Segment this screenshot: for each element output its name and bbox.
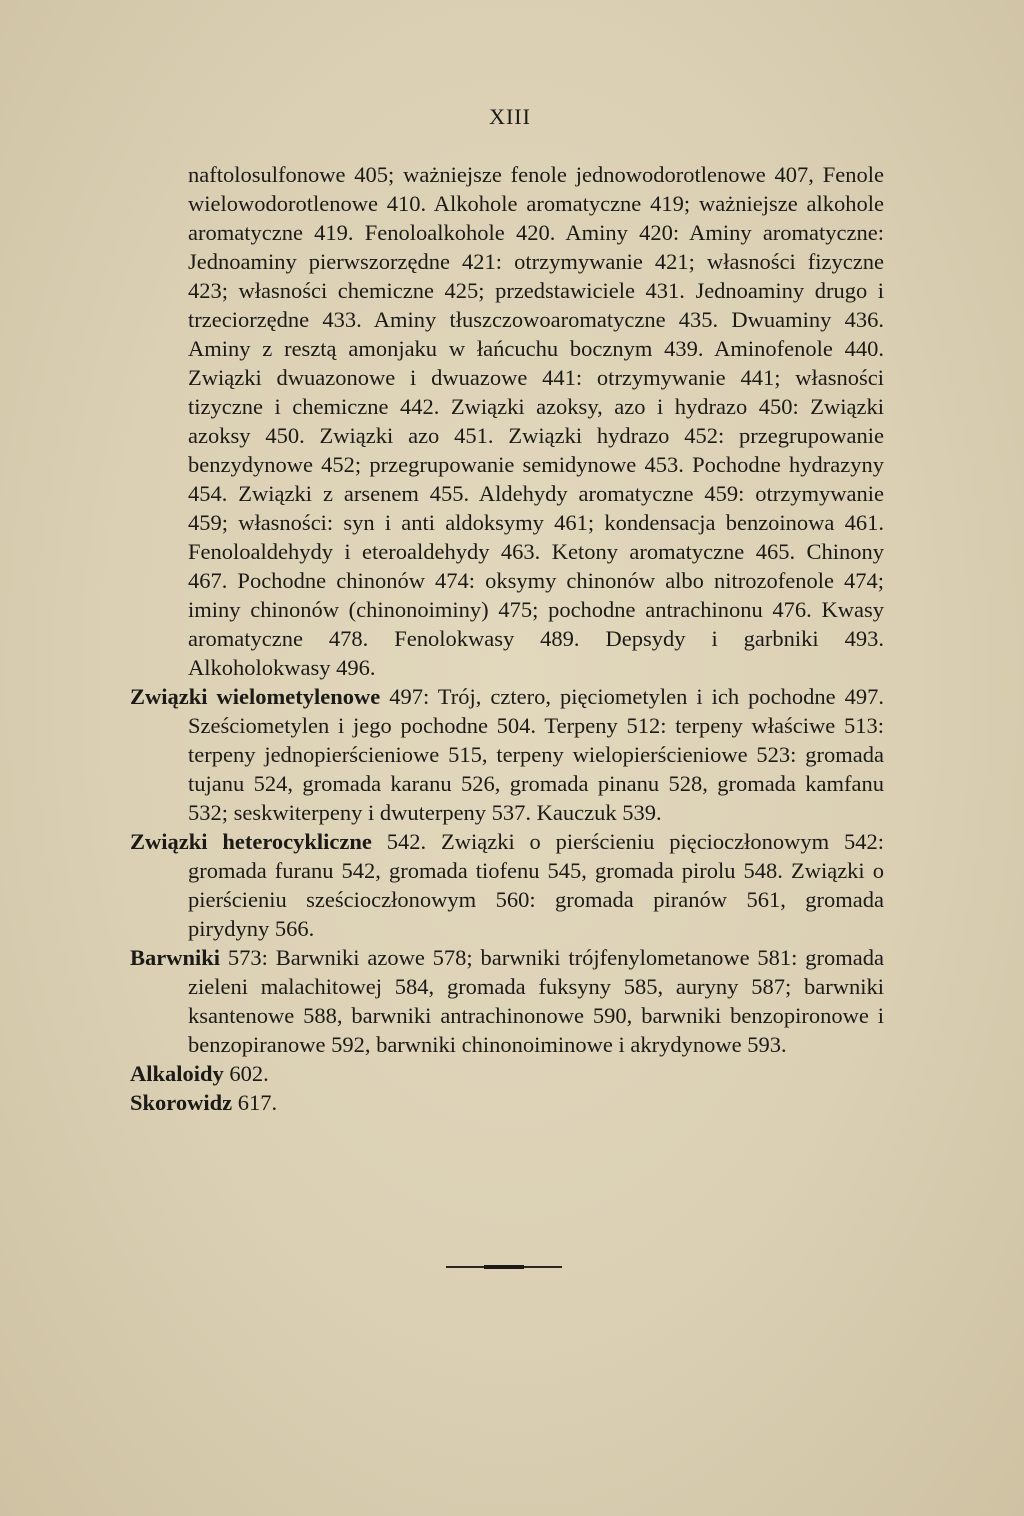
toc-entry-zwiazki-wielometylenowe: [130, 682, 884, 827]
toc-entry-text: 542. Związki o pierścieniu pięcioczłonowym 542: gromada furanu 542, gromada tiofenu 545, gromada pirolu 548. Związki o pierścieniu sześcioczłonowym 560: gromada piranów 561, gromada pirydyny 566.: [188, 829, 885, 941]
toc-entry-barwniki: [130, 943, 884, 1059]
end-rule-ornament: [484, 1265, 524, 1269]
table-of-contents: [130, 160, 884, 1117]
toc-entry-heading: Alkaloidy: [130, 1061, 224, 1086]
toc-entry-continuation: [130, 160, 884, 682]
toc-entry-heading: Związki heterocykliczne: [130, 829, 372, 854]
toc-entry-text: 497: Trój, cztero, pięciometylen i ich pochodne 497. Sześciometylen i jego pochodne 504. Terpeny 512: terpeny właściwe 513: terpeny jednopierścieniowe 515, terpeny wielopierścieniowe 523: gromada tujanu 524, gromada karanu 526, gromada pinanu 528, gromada kamfanu 532; seskwiterpeny i dwuterpeny 537. Kauczuk 539.: [188, 684, 884, 825]
toc-entry-heading: Skorowidz: [130, 1090, 233, 1115]
toc-entry-text: 573: Barwniki azowe 578; barwniki trójfenylometanowe 581: gromada zieleni malachitowej 584, gromada fuksyny 585, auryny 587; barwniki ksantenowe 588, barwniki antrachinonowe 590, barwniki benzopironowe i benzopiranowe 592, barwniki chinonoiminowe i akrydynowe 593.: [188, 945, 884, 1057]
toc-entry-heading: Związki wielometylenowe: [130, 684, 381, 709]
page-number: XIII: [489, 104, 531, 129]
toc-entry-zwiazki-heterocykliczne: [130, 827, 884, 943]
toc-entry-text: 617.: [232, 1090, 278, 1115]
toc-entry-skorowidz: [130, 1088, 884, 1117]
toc-entry-text: naftolosulfonowe 405; ważniejsze fenole jednowodorotlenowe 407, Fenole wielowodorotlenowe 410. Alkohole aromatyczne 419; ważniejsze alkohole aromatyczne 419. Fenoloalkohole 420. Aminy 420: Aminy aromatyczne: Jednoaminy pierwszorzędne 421: otrzymywanie 421; własności fizyczne 423; własności chemiczne 425; przedstawiciele 431. Jednoaminy drugo i trzeciorzędne 433. Aminy tłuszczowoaromatyczne 435. Dwuaminy 436. Aminy z resztą amonjaku w łańcuchu bocznym 439. Aminofenole 440. Związki dwuazonowe i dwuazowe 441: otrzymywanie 441; własności tizyczne i chemiczne 442. Związki azoksy, azo i hydrazo 450: Związki azoksy 450. Związki azo 451. Związki hydrazo 452: przegrupowanie benzydynowe 452; przegrupowanie semidynowe 453. Pochodne hydrazyny 454. Związki z arsenem 455. Aldehydy aromatyczne 459: otrzymywanie 459; własności: syn i anti aldoksymy 461; kondensacja benzoinowa 461. Fenoloaldehydy i eteroaldehydy 463. Ketony aromatyczne 465. Chinony 467. Pochodne chinonów 474: oksymy chinonów albo nitrozofenole 474; iminy chinonów (chinonoiminy) 475; pochodne antrachinonu 476. Kwasy aromatyczne 478. Fenolokwasy 489. Depsydy i garbniki 493. Alkoholokwasy 496.: [188, 162, 884, 680]
toc-entry-text: 602.: [223, 1061, 269, 1086]
toc-entry-alkaloidy: [130, 1059, 884, 1088]
toc-entry-heading: Barwniki: [130, 945, 221, 970]
